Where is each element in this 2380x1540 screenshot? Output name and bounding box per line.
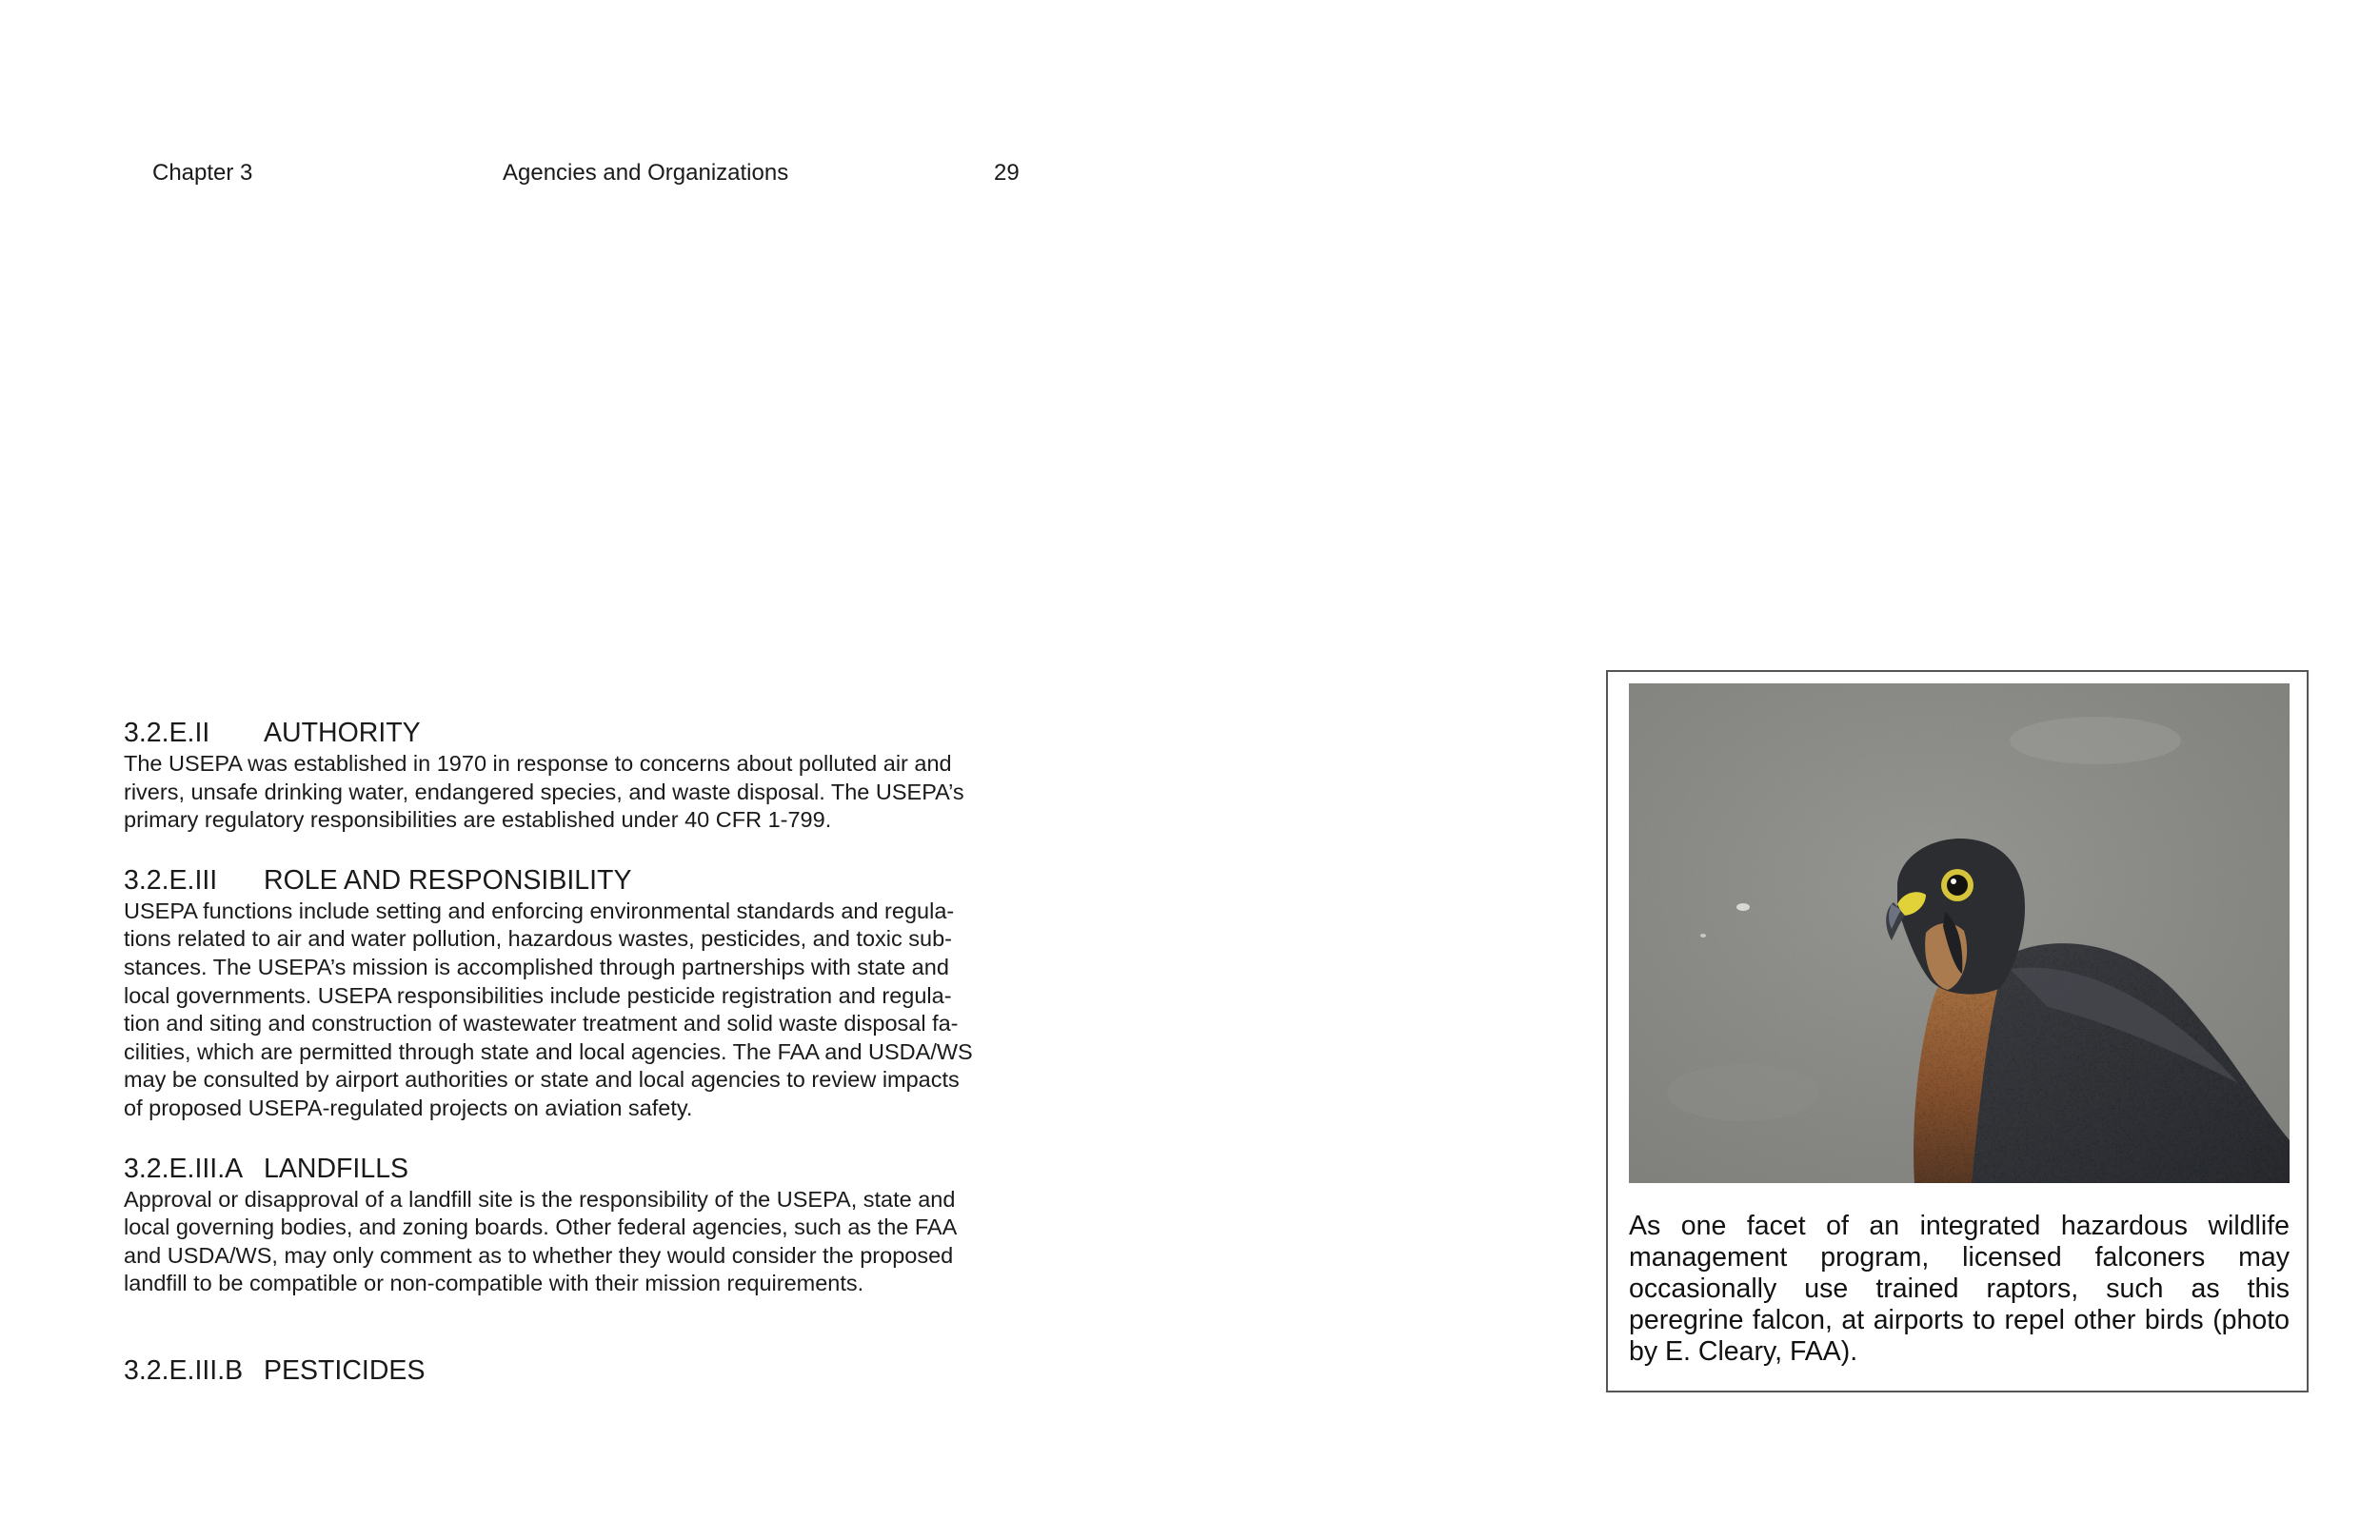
- section-pesticides: [124, 1353, 1028, 1388]
- falcon-illustration: [1629, 683, 2290, 1183]
- section-authority: [124, 716, 1028, 835]
- section-heading: [124, 863, 1028, 898]
- chapter-title: Agencies and Organizations: [503, 160, 789, 186]
- paragraph-line: tion and siting and construction of wastewater treatment and solid waste disposal fa-: [124, 1011, 959, 1037]
- section-heading: [124, 1152, 1028, 1186]
- section-heading: [124, 1353, 1028, 1388]
- paragraph-line: local governments. USEPA responsibilities include pesticide registration and regula-: [124, 982, 952, 1008]
- paragraph-line: Approval or disapproval of a landfill site is the responsibility of the USEPA, state and: [124, 1186, 956, 1212]
- section-title: ROLE AND RESPONSIBILITY: [264, 864, 632, 896]
- section-number: 3.2.E.II: [124, 718, 210, 748]
- paragraph-line: local governing bodies, and zoning boards. Other federal agencies, such as the FAA: [124, 1214, 958, 1240]
- paragraph-line: cilities, which are permitted through state and local agencies. The FAA and USDA/WS: [124, 1038, 973, 1064]
- chapter-label: Chapter 3: [152, 160, 253, 186]
- running-header: [0, 160, 1047, 190]
- section-title: LANDFILLS: [264, 1153, 409, 1184]
- paragraph-line: USEPA functions include setting and enforcing environmental standards and regula-: [124, 898, 955, 923]
- section-heading: [124, 716, 1028, 750]
- peregrine-falcon-photo: [1629, 683, 2290, 1183]
- section-title: AUTHORITY: [264, 718, 421, 748]
- paragraph-line: primary regulatory responsibilities are established under 40 CFR 1-799.: [124, 807, 832, 833]
- section-title: PESTICIDES: [264, 1354, 426, 1386]
- body-column: [124, 716, 1028, 1388]
- paragraph-line: rivers, unsafe drinking water, endangered species, and waste disposal. The USEPA’s: [124, 779, 964, 804]
- section-number: 3.2.E.III.B: [124, 1354, 244, 1386]
- section-paragraph: [124, 750, 1028, 835]
- figure-box: [1606, 670, 2309, 1392]
- paragraph-line: stances. The USEPA’s mission is accomplished through partnerships with state and: [124, 954, 949, 979]
- paragraph-line: may be consulted by airport authorities or state and local agencies to review impacts: [124, 1067, 960, 1093]
- section-landfills: [124, 1152, 1028, 1298]
- paragraph-line: tions related to air and water pollution, hazardous wastes, pesticides, and toxic sub-: [124, 926, 952, 952]
- paragraph-line: and USDA/WS, may only comment as to whether they would consider the proposed: [124, 1242, 954, 1268]
- section-paragraph: [124, 1186, 1028, 1298]
- section-number: 3.2.E.III.A: [124, 1153, 244, 1184]
- section-paragraph: [124, 898, 1028, 1123]
- paragraph-line: of proposed USEPA-regulated projects on aviation safety.: [124, 1095, 693, 1120]
- paragraph-line: The USEPA was established in 1970 in response to concerns about polluted air and: [124, 751, 952, 776]
- paragraph-line: landfill to be compatible or non-compatible with their mission requirements.: [124, 1271, 864, 1296]
- section-number: 3.2.E.III: [124, 864, 218, 896]
- section-role-and-responsibility: [124, 863, 1028, 1123]
- figure-caption: As one facet of an integrated hazardous wildlife management program, licensed falconers may occasionally use trained raptors, such as this peregrine falcon, at airports to repel other birds (photo by E. Cleary, FAA).: [1629, 1211, 2290, 1367]
- page-number: 29: [994, 160, 1020, 186]
